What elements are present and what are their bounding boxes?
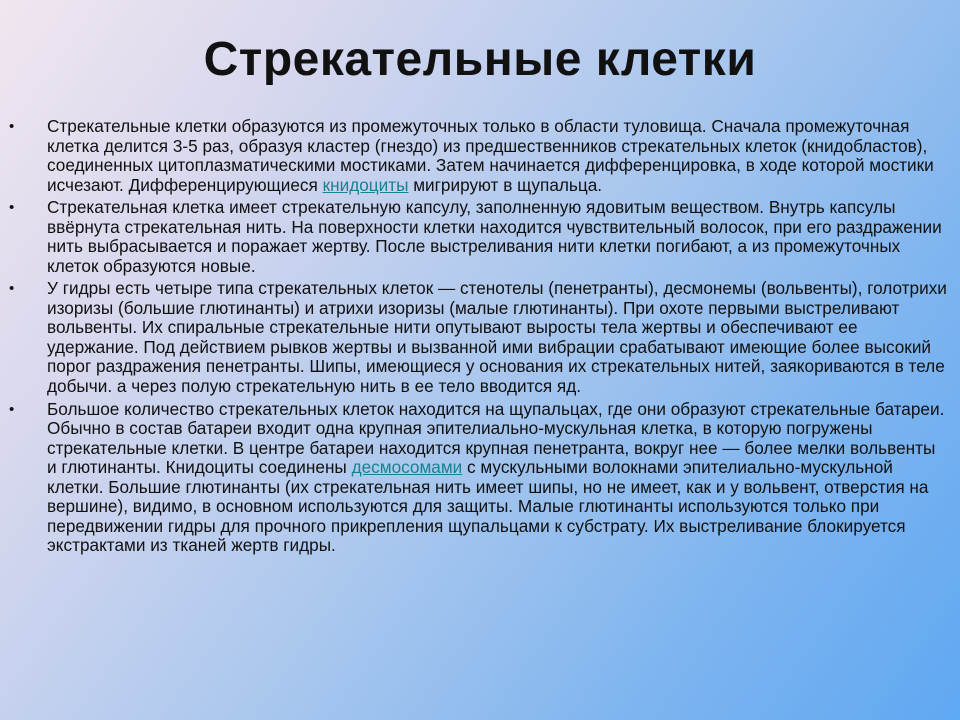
bullet-item (0, 198, 960, 276)
bullet-marker-icon: • (9, 199, 15, 217)
bullet-item (0, 117, 960, 195)
bullet-text: Стрекательная клетка имеет стрекательную капсулу, заполненную ядовитым веществом. Внутрь капсулы ввёрнута стрекательная нить. На поверхности клетки находится чувствительный волосок, при его раздражении нить выбрасывается и поражает жертву. После выстреливания нити клетки погибают, а из промежуточных клеток образуются новые. (47, 197, 942, 276)
bullet-marker-icon: • (9, 280, 15, 298)
bullet-list (0, 117, 960, 559)
slide-title: Стрекательные клетки (203, 33, 757, 86)
bullet-marker-icon: • (9, 118, 15, 135)
bullet-text: Большое количество стрекательных клеток находится на щупальцах, где они образуют стрекательные батареи. Обычно в состав батареи входит одна крупная эпителиально-мускульная клетка, в которую погружены стрекательные клетки. В центре батареи находится крупная пенетранта, вокруг нее — более мелки вольвенты и глютинанты. Книдоциты соединены (47, 398, 945, 478)
bullet-item (0, 279, 960, 396)
bullet-text: У гидры есть четыре типа стрекательных клеток — стенотелы (пенетранты), десмонемы (вольвенты), голотрихи изоризы (большие глютинанты) и атрихи изоризы (малые глютинанты). При охоте первыми выстреливают вольвенты. Их спиральные стрекательные нити опутывают выросты тела жертвы и обеспечивают ее удержание. Под действием рывков жертвы и вызванной ими вибрации срабатывают имеющие более высокий порог раздражения пенетранты. Шипы, имеющиеся у основания их стрекательных нитей, заякориваются в теле добычи. а через полую стрекательную нить в ее тело вводится яд. (47, 278, 947, 396)
bullet-text: Стрекательные клетки образуются из промежуточных только в области туловища. Сначала промежуточная клетка делится 3-5 раз, образуя кластер (гнездо) из предшественников стрекательных клеток (книдобластов), соединенных цитоплазматическими мостиками. Затем начинается дифференцировка, в ходе которой мостики исчезают. Дифференцирующиеся (47, 116, 934, 195)
desmosomes-link[interactable]: десмосомами (351, 457, 463, 478)
bullet-item (0, 400, 960, 556)
bullet-text: мигрируют в щупальца. (408, 174, 603, 195)
bullet-text: с мускульными волокнами эпителиально-мускульной клетки. Большие глютинанты (их стрекательная нить имеет шипы, но не имеет, как и у вольвент, отверстия на вершине), видимо, в основном используются для защиты. Малые глютинанты используются только при передвижении гидры для прочного прикрепления щупальцами к субстрату. Их выстреливание блокируется экстрактами из тканей жертв гидры. (47, 457, 929, 556)
cnidocytes-link[interactable]: книдоциты (322, 174, 409, 195)
bullet-marker-icon: • (9, 400, 15, 418)
